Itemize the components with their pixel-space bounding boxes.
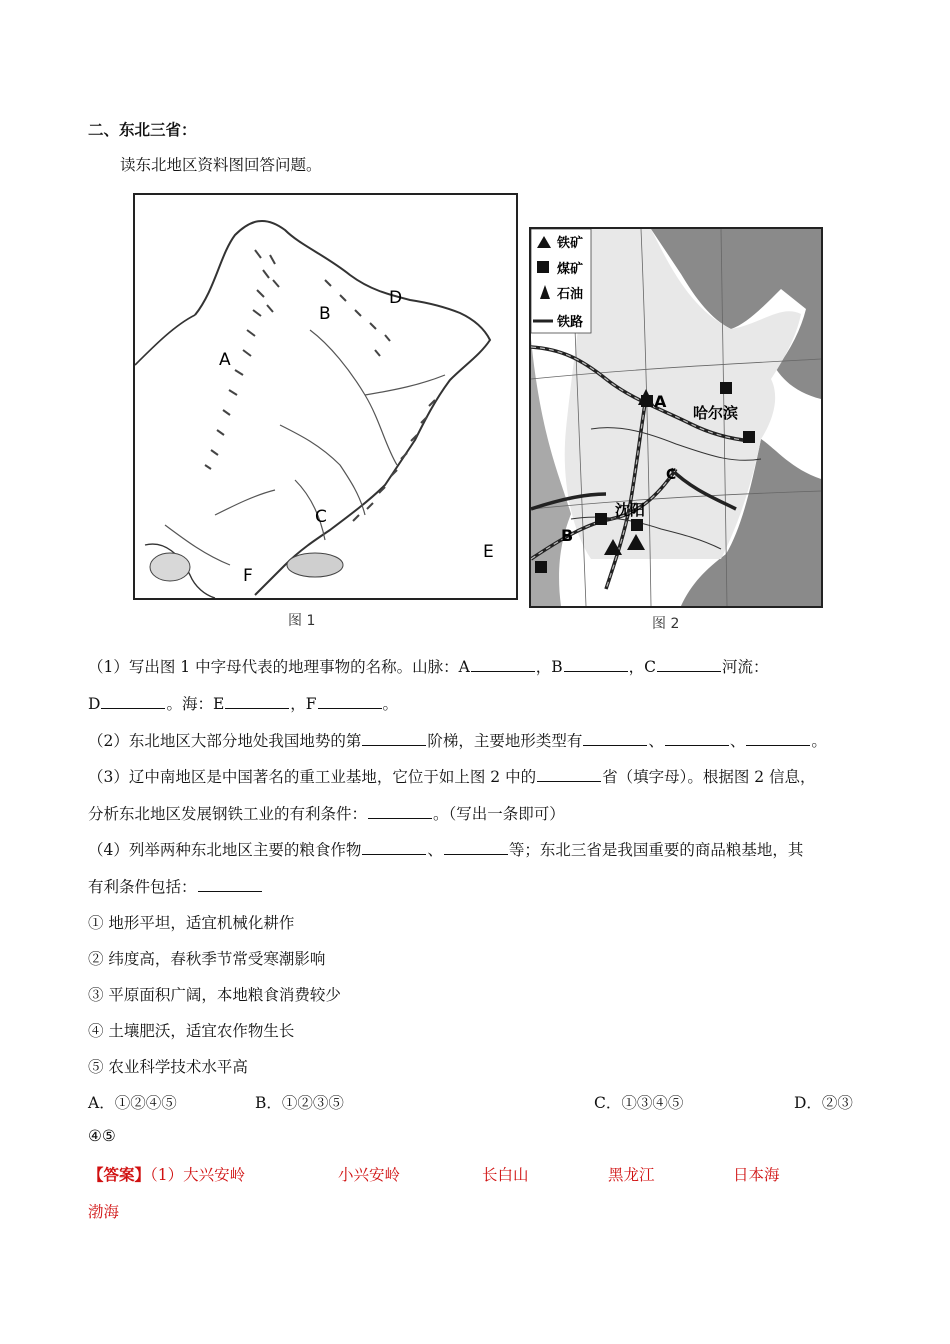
- fig1-label-e: E: [483, 542, 494, 562]
- legend-railway: 铁路: [557, 315, 584, 330]
- question-1-line-2: D 。海：E ，F 。: [88, 695, 399, 713]
- answer-blank-3b[interactable]: [368, 804, 432, 819]
- answer-item-5: 日本海: [733, 1166, 780, 1184]
- legend-coal: 煤矿: [557, 262, 584, 277]
- answer-blank-1b[interactable]: [564, 657, 628, 672]
- answer-tag: 【答案】: [88, 1165, 151, 1184]
- legend-oil: 石油: [557, 287, 584, 302]
- answer-blank-4c[interactable]: [198, 877, 262, 892]
- figure-1-svg: [135, 195, 516, 598]
- answer-item-1: （1）大兴安岭: [150, 1166, 246, 1184]
- question-2: （2）东北地区大部分地处我国地势的第 阶梯，主要地形类型有 、 、 。: [88, 732, 827, 750]
- fig1-label-a: A: [219, 350, 231, 370]
- answer-blank-1a[interactable]: [471, 657, 535, 672]
- answer-item-3: 长白山: [482, 1166, 529, 1184]
- answer-blank-4a[interactable]: [362, 840, 426, 855]
- figure-2-map: [529, 227, 823, 608]
- fig2-label-c: C: [666, 467, 677, 483]
- answer-blank-3a[interactable]: [537, 767, 601, 782]
- figure-2-svg: [531, 229, 821, 606]
- fig2-label-a: A: [654, 392, 667, 411]
- answer-item-4: 黑龙江: [608, 1166, 655, 1184]
- figure-1-map: [133, 193, 518, 600]
- question-3-line-1: （3）辽中南地区是中国著名的重工业基地，它位于如上图 2 中的 省（填字母）。根据图 2 信息，: [88, 768, 816, 786]
- option-5: ⑤ 农业科学技术水平高: [88, 1058, 248, 1076]
- answer-line-1: [88, 1163, 245, 1185]
- answer-item-6: 渤海: [88, 1203, 120, 1221]
- answer-blank-2c[interactable]: [665, 731, 729, 746]
- question-1-line-1: （1）写出图 1 中字母代表的地理事物的名称。山脉：A ，B ，C 河流：: [88, 658, 769, 676]
- section-title: 二、东北三省：: [88, 121, 197, 139]
- fig2-label-harbin: 哈尔滨: [693, 404, 739, 422]
- option-2: ② 纬度高，春秋季节常受寒潮影响: [88, 950, 326, 968]
- question-4-line-1: （4）列举两种东北地区主要的粮食作物 、 等；东北三省是我国重要的商品粮基地，其: [88, 841, 804, 859]
- fig1-label-c: C: [315, 507, 327, 527]
- choice-b[interactable]: B．①②③⑤: [255, 1094, 344, 1112]
- answer-item-2: 小兴安岭: [338, 1166, 401, 1184]
- choice-d[interactable]: D．②③: [794, 1094, 853, 1112]
- answer-blank-1d[interactable]: [101, 694, 165, 709]
- fig2-label-shenyang: 沈阳: [615, 501, 646, 519]
- question-4-line-2: 有利条件包括：: [88, 875, 263, 897]
- figure-2-caption: 图 2: [652, 616, 680, 632]
- answer-blank-1e[interactable]: [225, 694, 289, 709]
- figure-1-caption: 图 1: [288, 613, 316, 629]
- fig1-label-b: B: [319, 304, 331, 324]
- question-3-line-2: 分析东北地区发展钢铁工业的有利条件： 。（写出一条即可）: [88, 805, 565, 823]
- choice-c[interactable]: C．①③④⑤: [594, 1094, 684, 1112]
- fig1-label-d: D: [389, 288, 403, 308]
- option-3: ③ 平原面积广阔，本地粮食消费较少: [88, 986, 341, 1004]
- answer-blank-2d[interactable]: [746, 731, 810, 746]
- answer-blank-1c[interactable]: [657, 657, 721, 672]
- answer-blank-1f[interactable]: [318, 694, 382, 709]
- fig2-label-b: B: [561, 526, 574, 545]
- legend-iron: 铁矿: [557, 236, 584, 251]
- answer-blank-2a[interactable]: [362, 731, 426, 746]
- fig1-label-f: F: [243, 566, 253, 586]
- option-4: ④ 土壤肥沃，适宜农作物生长: [88, 1022, 295, 1040]
- intro-text: 读东北地区资料图回答问题。: [120, 156, 322, 174]
- answer-blank-2b[interactable]: [583, 731, 647, 746]
- choice-a[interactable]: A．①②④⑤: [88, 1094, 177, 1112]
- option-1: ① 地形平坦，适宜机械化耕作: [88, 914, 295, 932]
- answer-blank-4b[interactable]: [444, 840, 508, 855]
- choice-d-continued: ④⑤: [88, 1127, 116, 1145]
